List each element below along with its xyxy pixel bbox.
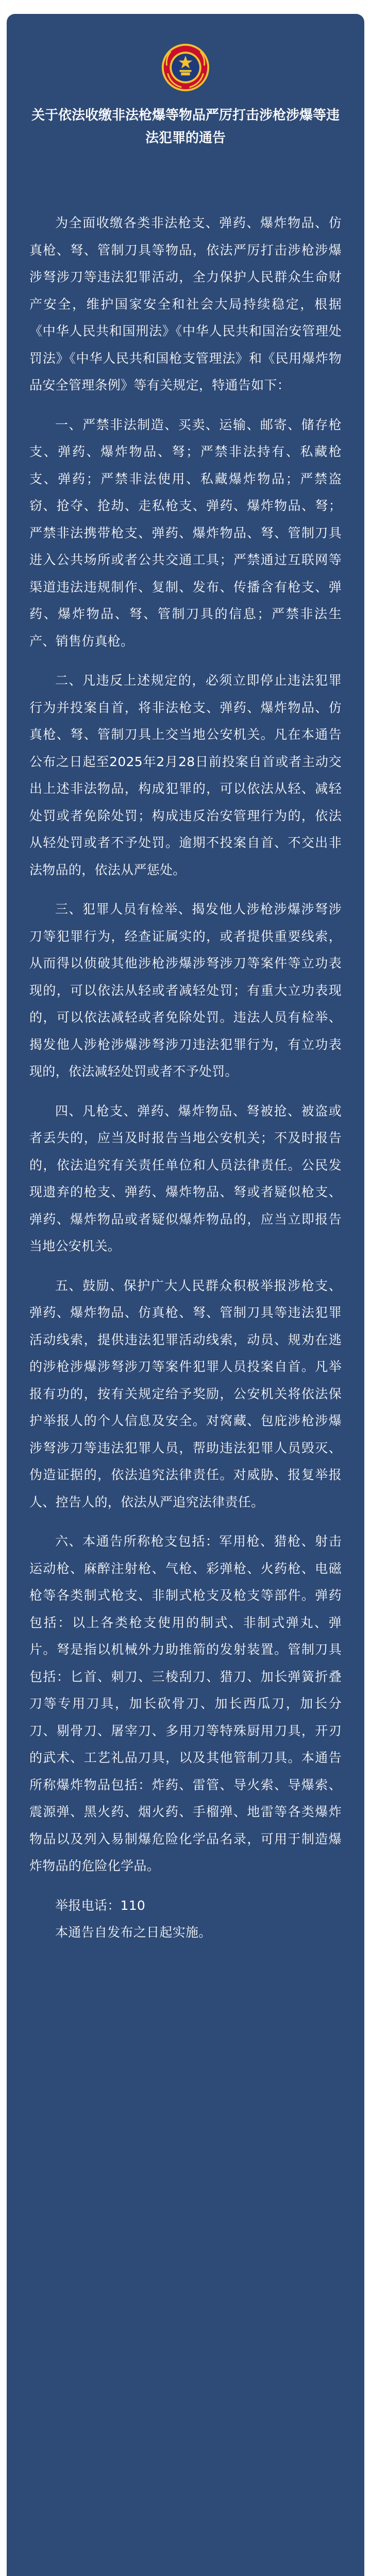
notice-body [29,210,342,1946]
notice-paragraph-2: 二、凡违反上述规定的，必须立即停止违法犯罪行为并投案自首，将非法枪支、弹药、爆炸物品、仿真枪、弩、管制刀具上交当地公安机关。凡在本通告公布之日起至2025年2月28日前投案自首或者主动交出上述非法物品，构成犯罪的，可以依法从轻、减轻处罚或者免除处罚；构成违反治安管理行为的，依法从轻处罚或者不予处罚。逾期不投案自首、不交出非法物品的，依法从严惩处。 [29,673,342,877]
notice-paragraph-6: 六、本通告所称枪支包括：军用枪、猎枪、射击运动枪、麻醉注射枪、气枪、彩弹枪、火药枪、电磁枪等各类制式枪支、非制式枪支及枪支等部件。弹药包括：以上各类枪支使用的制式、非制式弹丸、弹片。弩是指以机械外力助推箭的发射装置。管制刀具包括：匕首、刺刀、三棱刮刀、猎刀、加长弹簧折叠刀等专用刀具，加长砍骨刀、加长西瓜刀，加长分刀、剔骨刀、屠宰刀、多用刀等特殊厨用刀具，开刃的武术、工艺礼品刀具，以及其他管制刀具。本通告所称爆炸物品包括：炸药、雷管、导火索、导爆索、震源弹、黑火药、烟火药、手榴弹、地雷等各类爆炸物品以及列入易制爆危险化学品名录，可用于制造爆炸物品的危险化学品。 [29,1534,342,1873]
notice-paragraph-5: 五、鼓励、保护广大人民群众积极举报涉枪支、弹药、爆炸物品、仿真枪、弩、管制刀具等违法犯罪活动线索，提供违法犯罪活动线索，动员、规劝在逃的涉枪涉爆涉弩涉刀等案件犯罪人员投案自首。凡举报有功的，按有关规定给予奖励，公安机关将依法保护举报人的个人信息及安全。对窝藏、包庇涉枪涉爆涉弩涉刀等违法犯罪人员，帮助违法犯罪人员毁灭、伪造证据的，依法追究法律责任。对威胁、报复举报人、控告人的，依法从严追究法律责任。 [29,1278,342,1510]
police-emblem-icon [161,43,210,92]
effective-date-text: 本通告自发布之日起实施。 [55,1925,212,1940]
notice-title: 关于依法收缴非法枪爆等物品严厉打击涉枪涉爆等违法犯罪的通告 [31,108,340,146]
notice-paragraph-1: 一、严禁非法制造、买卖、运输、邮寄、储存枪支、弹药、爆炸物品、弩；严禁非法持有、私藏枪支、弹药；严禁非法使用、私藏爆炸物品；严禁盗窃、抢夺、抢劫、走私枪支、弹药、爆炸物品、弩；严禁非法携带枪支、弹药、爆炸物品、弩、管制刀具进入公共场所或者公共交通工具；严禁通过互联网等渠道违法违规制作、复制、发布、传播含有枪支、弹药、爆炸物品、弩、管制刀具的信息；严禁非法生产、销售仿真枪。 [29,417,342,649]
notice-paragraph-3: 三、犯罪人员有检举、揭发他人涉枪涉爆涉弩涉刀等犯罪行为，经查证属实的，或者提供重要线索，从而得以侦破其他涉枪涉爆涉弩涉刀等案件等立功表现的，可以依法从轻或者减轻处罚；有重大立功表现的，可以依法减轻或者免除处罚。违法人员有检举、揭发他人涉枪涉爆涉弩涉刀违法犯罪行为，有立功表现的，依法减轻处罚或者不予处罚。 [29,902,342,1079]
notice-paragraph-4: 四、凡枪支、弹药、爆炸物品、弩被抢、被盗或者丢失的，应当及时报告当地公安机关；不及时报告的，依法追究有关责任单位和人员法律责任。公民发现遗弃的枪支、弹药、爆炸物品、弩或者疑似枪支、弹药、爆炸物品或者疑似爆炸物品的，应当立即报告当地公安机关。 [29,1103,342,1253]
notice-paragraph-preamble: 为全面收缴各类非法枪支、弹药、爆炸物品、仿真枪、弩、管制刀具等物品，依法严厉打击涉枪涉爆涉弩涉刀等违法犯罪活动，全力保护人民群众生命财产安全，维护国家安全和社会大局持续稳定，根据《中华人民共和国刑法》《中华人民共和国治安管理处罚法》《中华人民共和国枪支管理法》和《民用爆炸物品安全管理条例》等有关规定，特通告如下： [29,215,342,393]
hotline-text: 举报电话：110 [55,1897,146,1913]
notice-card [7,14,364,2576]
